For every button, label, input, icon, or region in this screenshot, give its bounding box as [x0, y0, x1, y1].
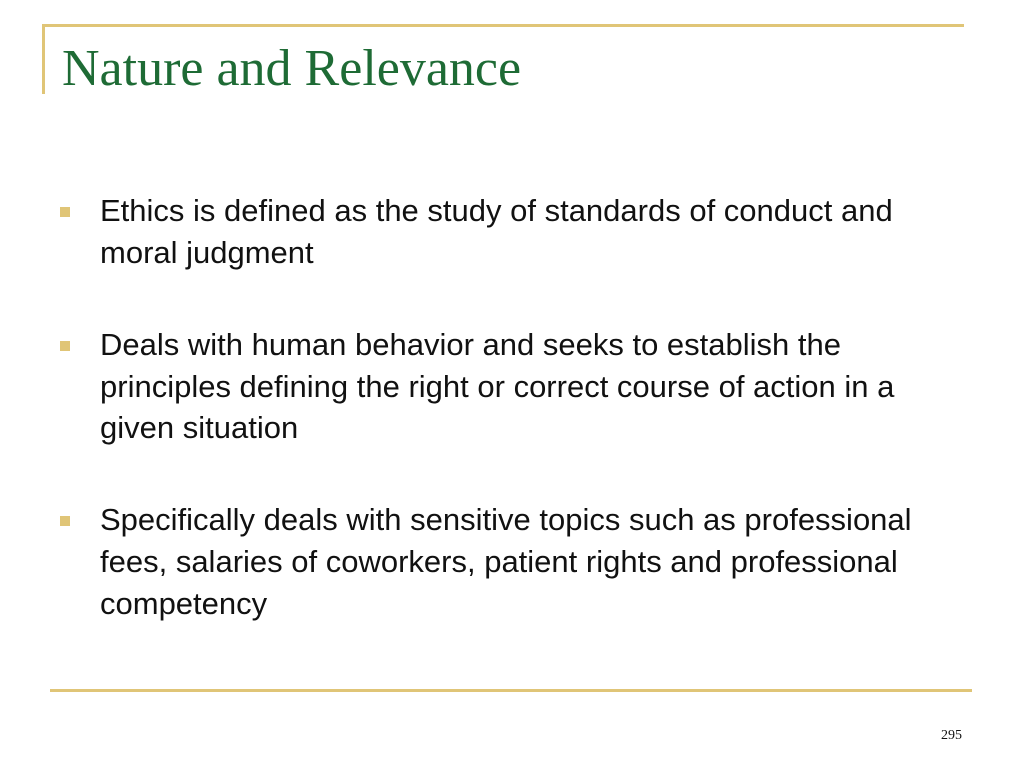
bullet-list — [60, 190, 960, 625]
square-bullet-icon — [60, 516, 70, 526]
frame-left-rule — [42, 24, 45, 94]
square-bullet-icon — [60, 341, 70, 351]
frame-top-rule — [42, 24, 964, 27]
bullet-text: Specifically deals with sensitive topics such as professional fees, salaries of coworkers, patient rights and professional competency — [100, 502, 912, 621]
square-bullet-icon — [60, 207, 70, 217]
slide-title: Nature and Relevance — [62, 40, 522, 97]
bullet-text: Deals with human behavior and seeks to establish the principles defining the right or correct course of action in a given situation — [100, 326, 895, 446]
page-number: 295 — [941, 728, 962, 743]
bullet-item — [60, 190, 960, 274]
frame-bottom-rule — [50, 689, 972, 692]
bullet-item — [60, 324, 960, 450]
bullet-text: Ethics is defined as the study of standards of conduct and moral judgment — [100, 193, 893, 270]
bullet-item — [60, 499, 960, 625]
